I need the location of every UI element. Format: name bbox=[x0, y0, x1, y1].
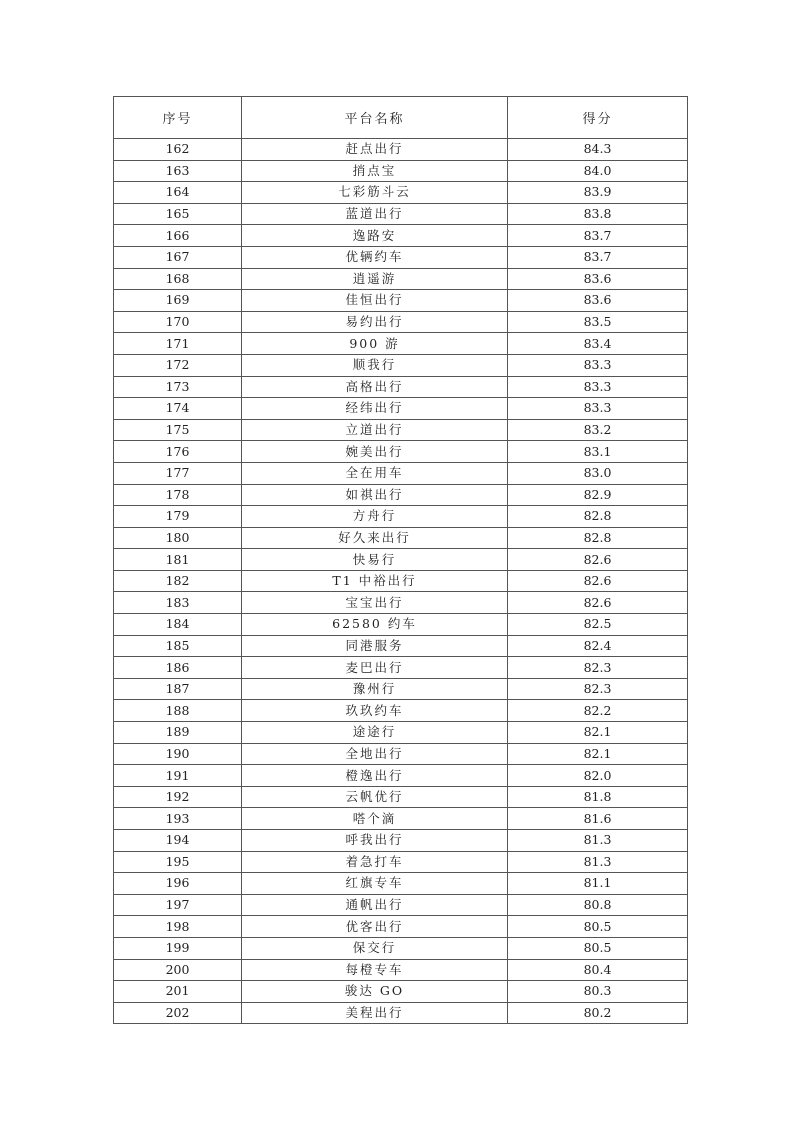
table-row bbox=[114, 808, 688, 830]
table-row bbox=[114, 376, 688, 398]
table-row bbox=[114, 981, 688, 1003]
score-cell: 83.6 bbox=[508, 290, 688, 312]
rank-cell: 190 bbox=[114, 743, 242, 765]
platform-name-cell: 赶点出行 bbox=[242, 139, 508, 161]
platform-name-cell: 高格出行 bbox=[242, 376, 508, 398]
platform-name-cell: T1 中裕出行 bbox=[242, 570, 508, 592]
platform-name-cell: 麦巴出行 bbox=[242, 657, 508, 679]
score-cell: 83.6 bbox=[508, 268, 688, 290]
table-row bbox=[114, 657, 688, 679]
score-cell: 81.3 bbox=[508, 851, 688, 873]
platform-name-cell: 好久来出行 bbox=[242, 527, 508, 549]
rank-cell: 174 bbox=[114, 398, 242, 420]
platform-name-cell: 每橙专车 bbox=[242, 959, 508, 981]
platform-name-cell: 逸路安 bbox=[242, 225, 508, 247]
rank-cell: 200 bbox=[114, 959, 242, 981]
platform-name-cell: 橙逸出行 bbox=[242, 765, 508, 787]
table-row bbox=[114, 1002, 688, 1024]
platform-name-cell: 着急打车 bbox=[242, 851, 508, 873]
rank-cell: 173 bbox=[114, 376, 242, 398]
ranking-table bbox=[113, 96, 688, 1024]
score-cell: 82.3 bbox=[508, 657, 688, 679]
rank-cell: 166 bbox=[114, 225, 242, 247]
score-cell: 81.8 bbox=[508, 786, 688, 808]
rank-cell: 177 bbox=[114, 462, 242, 484]
rank-cell: 180 bbox=[114, 527, 242, 549]
platform-name-cell: 全在用车 bbox=[242, 462, 508, 484]
score-cell: 83.8 bbox=[508, 203, 688, 225]
score-cell: 82.8 bbox=[508, 527, 688, 549]
platform-name-cell: 云帆优行 bbox=[242, 786, 508, 808]
rank-cell: 167 bbox=[114, 246, 242, 268]
platform-name-cell: 易约出行 bbox=[242, 311, 508, 333]
score-cell: 83.0 bbox=[508, 462, 688, 484]
platform-name-cell: 美程出行 bbox=[242, 1002, 508, 1024]
rank-cell: 189 bbox=[114, 722, 242, 744]
platform-name-cell: 优客出行 bbox=[242, 916, 508, 938]
score-cell: 82.0 bbox=[508, 765, 688, 787]
platform-name-cell: 经纬出行 bbox=[242, 398, 508, 420]
rank-cell: 164 bbox=[114, 182, 242, 204]
table-row bbox=[114, 203, 688, 225]
table-row bbox=[114, 290, 688, 312]
table-row bbox=[114, 268, 688, 290]
rank-cell: 188 bbox=[114, 700, 242, 722]
platform-name-cell: 立道出行 bbox=[242, 419, 508, 441]
platform-name-cell: 蓝道出行 bbox=[242, 203, 508, 225]
score-cell: 82.6 bbox=[508, 549, 688, 571]
rank-cell: 194 bbox=[114, 830, 242, 852]
header-score: 得分 bbox=[508, 97, 688, 139]
rank-cell: 202 bbox=[114, 1002, 242, 1024]
table-row bbox=[114, 225, 688, 247]
table-row bbox=[114, 246, 688, 268]
table-row bbox=[114, 614, 688, 636]
table-row bbox=[114, 916, 688, 938]
platform-name-cell: 保交行 bbox=[242, 937, 508, 959]
score-cell: 80.5 bbox=[508, 916, 688, 938]
table-row bbox=[114, 160, 688, 182]
platform-name-cell: 如祺出行 bbox=[242, 484, 508, 506]
rank-cell: 163 bbox=[114, 160, 242, 182]
table-row bbox=[114, 419, 688, 441]
table-row bbox=[114, 441, 688, 463]
score-cell: 80.2 bbox=[508, 1002, 688, 1024]
table-row bbox=[114, 484, 688, 506]
table-row bbox=[114, 139, 688, 161]
score-cell: 84.3 bbox=[508, 139, 688, 161]
rank-cell: 171 bbox=[114, 333, 242, 355]
platform-name-cell: 七彩筋斗云 bbox=[242, 182, 508, 204]
rank-cell: 170 bbox=[114, 311, 242, 333]
score-cell: 82.6 bbox=[508, 592, 688, 614]
score-cell: 82.3 bbox=[508, 678, 688, 700]
platform-name-cell: 通帆出行 bbox=[242, 894, 508, 916]
platform-name-cell: 逍遥游 bbox=[242, 268, 508, 290]
table-row bbox=[114, 937, 688, 959]
table-row bbox=[114, 182, 688, 204]
rank-cell: 179 bbox=[114, 506, 242, 528]
rank-cell: 201 bbox=[114, 981, 242, 1003]
platform-name-cell: 62580 约车 bbox=[242, 614, 508, 636]
score-cell: 82.9 bbox=[508, 484, 688, 506]
score-cell: 82.4 bbox=[508, 635, 688, 657]
platform-name-cell: 顺我行 bbox=[242, 354, 508, 376]
rank-cell: 191 bbox=[114, 765, 242, 787]
rank-cell: 185 bbox=[114, 635, 242, 657]
score-cell: 82.8 bbox=[508, 506, 688, 528]
table-row bbox=[114, 592, 688, 614]
rank-cell: 168 bbox=[114, 268, 242, 290]
table-row bbox=[114, 635, 688, 657]
score-cell: 83.3 bbox=[508, 376, 688, 398]
score-cell: 80.8 bbox=[508, 894, 688, 916]
platform-name-cell: 同港服务 bbox=[242, 635, 508, 657]
platform-name-cell: 佳恒出行 bbox=[242, 290, 508, 312]
table-row bbox=[114, 678, 688, 700]
rank-cell: 198 bbox=[114, 916, 242, 938]
table-row bbox=[114, 959, 688, 981]
platform-name-cell: 豫州行 bbox=[242, 678, 508, 700]
table-row bbox=[114, 786, 688, 808]
score-cell: 83.5 bbox=[508, 311, 688, 333]
platform-name-cell: 优辆约车 bbox=[242, 246, 508, 268]
table-row bbox=[114, 894, 688, 916]
table-row bbox=[114, 873, 688, 895]
score-cell: 81.3 bbox=[508, 830, 688, 852]
platform-name-cell: 方舟行 bbox=[242, 506, 508, 528]
score-cell: 83.9 bbox=[508, 182, 688, 204]
score-cell: 82.1 bbox=[508, 743, 688, 765]
rank-cell: 199 bbox=[114, 937, 242, 959]
rank-cell: 178 bbox=[114, 484, 242, 506]
score-cell: 83.3 bbox=[508, 398, 688, 420]
table-row bbox=[114, 506, 688, 528]
platform-name-cell: 途途行 bbox=[242, 722, 508, 744]
score-cell: 83.2 bbox=[508, 419, 688, 441]
table-row bbox=[114, 722, 688, 744]
platform-name-cell: 呼我出行 bbox=[242, 830, 508, 852]
score-cell: 81.1 bbox=[508, 873, 688, 895]
score-cell: 80.5 bbox=[508, 937, 688, 959]
rank-cell: 183 bbox=[114, 592, 242, 614]
rank-cell: 196 bbox=[114, 873, 242, 895]
score-cell: 83.3 bbox=[508, 354, 688, 376]
score-cell: 83.4 bbox=[508, 333, 688, 355]
header-platform-name: 平台名称 bbox=[242, 97, 508, 139]
score-cell: 83.1 bbox=[508, 441, 688, 463]
table-row bbox=[114, 743, 688, 765]
rank-cell: 182 bbox=[114, 570, 242, 592]
score-cell: 82.6 bbox=[508, 570, 688, 592]
rank-cell: 186 bbox=[114, 657, 242, 679]
table-row bbox=[114, 398, 688, 420]
platform-name-cell: 红旗专车 bbox=[242, 873, 508, 895]
score-cell: 82.2 bbox=[508, 700, 688, 722]
rank-cell: 184 bbox=[114, 614, 242, 636]
platform-name-cell: 骏达 GO bbox=[242, 981, 508, 1003]
table-row bbox=[114, 311, 688, 333]
rank-cell: 176 bbox=[114, 441, 242, 463]
platform-name-cell: 嗒个滴 bbox=[242, 808, 508, 830]
score-cell: 82.1 bbox=[508, 722, 688, 744]
score-cell: 80.3 bbox=[508, 981, 688, 1003]
score-cell: 80.4 bbox=[508, 959, 688, 981]
rank-cell: 172 bbox=[114, 354, 242, 376]
table-row bbox=[114, 765, 688, 787]
table-row bbox=[114, 830, 688, 852]
header-row bbox=[114, 97, 688, 139]
rank-cell: 169 bbox=[114, 290, 242, 312]
rank-cell: 192 bbox=[114, 786, 242, 808]
table-row bbox=[114, 354, 688, 376]
score-cell: 83.7 bbox=[508, 225, 688, 247]
score-cell: 82.5 bbox=[508, 614, 688, 636]
rank-cell: 165 bbox=[114, 203, 242, 225]
header-rank: 序号 bbox=[114, 97, 242, 139]
score-cell: 83.7 bbox=[508, 246, 688, 268]
platform-name-cell: 900 游 bbox=[242, 333, 508, 355]
table-row bbox=[114, 549, 688, 571]
platform-name-cell: 宝宝出行 bbox=[242, 592, 508, 614]
platform-name-cell: 玖玖约车 bbox=[242, 700, 508, 722]
rank-cell: 181 bbox=[114, 549, 242, 571]
table-row bbox=[114, 527, 688, 549]
table-row bbox=[114, 462, 688, 484]
platform-name-cell: 婉美出行 bbox=[242, 441, 508, 463]
platform-name-cell: 捎点宝 bbox=[242, 160, 508, 182]
rank-cell: 193 bbox=[114, 808, 242, 830]
table-row bbox=[114, 700, 688, 722]
rank-cell: 197 bbox=[114, 894, 242, 916]
rank-cell: 175 bbox=[114, 419, 242, 441]
rank-cell: 187 bbox=[114, 678, 242, 700]
score-cell: 84.0 bbox=[508, 160, 688, 182]
platform-name-cell: 全地出行 bbox=[242, 743, 508, 765]
platform-name-cell: 快易行 bbox=[242, 549, 508, 571]
rank-cell: 162 bbox=[114, 139, 242, 161]
rank-cell: 195 bbox=[114, 851, 242, 873]
table-row bbox=[114, 333, 688, 355]
table-row bbox=[114, 570, 688, 592]
score-cell: 81.6 bbox=[508, 808, 688, 830]
table-row bbox=[114, 851, 688, 873]
